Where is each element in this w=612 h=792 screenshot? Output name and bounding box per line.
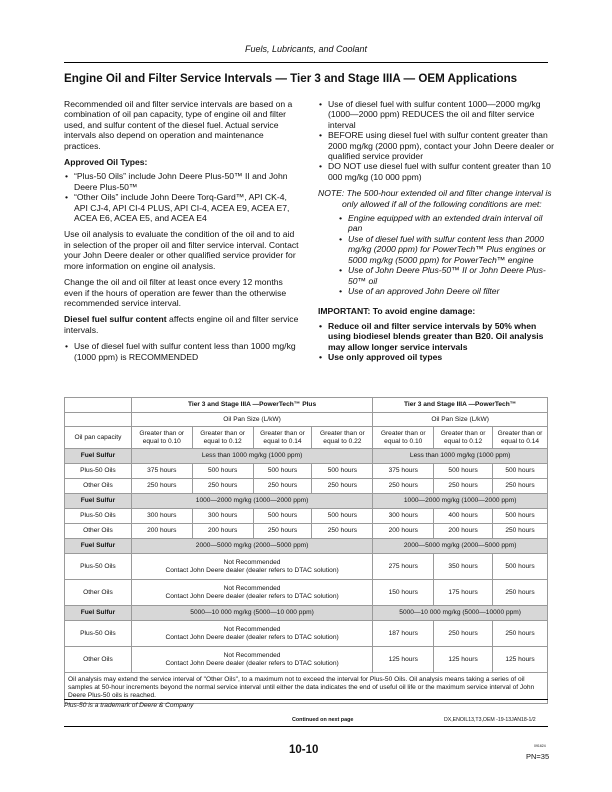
fuel-sulfur-row: [65, 494, 548, 509]
table-row: [65, 524, 548, 539]
table-cell: 1000—2000 mg/kg (1000—2000 ppm): [373, 494, 548, 509]
table-cell: Less than 1000 mg/kg (1000 ppm): [131, 449, 372, 464]
dealer-contact-text: Contact John Deere dealer (dealer refers to DTAC solution): [165, 592, 339, 600]
table-cell: 500 hours: [493, 464, 548, 479]
row-label: Fuel Sulfur: [65, 494, 132, 509]
table-cell: 500 hours: [192, 464, 253, 479]
list-item: • BEFORE using diesel fuel with sulfur content greater than 2000 mg/kg (2000 ppm), contact your John Deere dealer or qualified service provider: [318, 130, 554, 161]
table-cell: 300 hours: [131, 509, 192, 524]
table-cell: Greater than or equal to 0.12: [434, 427, 493, 449]
table-cell: 500 hours: [312, 509, 373, 524]
row-label: Fuel Sulfur: [65, 449, 132, 464]
sulfur-paragraph: [64, 314, 302, 335]
not-recommended-cell: [131, 554, 372, 580]
list-item: • Use of John Deere Plus-50™ II or John Deere Plus-50™ oil: [338, 265, 554, 286]
list-item: • Use of diesel fuel with sulfur content 1000—2000 mg/kg (1000—2000 ppm) REDUCES the oil and filter service interval: [318, 99, 554, 130]
table-cell: 2000—5000 mg/kg (2000—5000 ppm): [373, 539, 548, 554]
oil-change-paragraph: Change the oil and oil filter at least once every 12 months even if the hours of operation are fewer than the otherwise recommended service interval.: [64, 277, 287, 308]
approved-oil-list: [64, 171, 302, 223]
table-cell: 187 hours: [373, 621, 434, 647]
pn-label: PN=35: [526, 752, 550, 761]
table-cell: 250 hours: [493, 621, 548, 647]
table-cell: 125 hours: [434, 647, 493, 673]
table-cell: 5000—10 000 mg/kg (5000—10000 ppm): [373, 606, 548, 621]
left-column: [64, 99, 302, 368]
list-item: • Use of an approved John Deere oil filter: [338, 286, 554, 296]
table-cell: 250 hours: [493, 479, 548, 494]
row-label: Other Oils: [65, 479, 132, 494]
page-number: 10-10: [289, 744, 319, 756]
table-cell: 375 hours: [131, 464, 192, 479]
table-cell: 250 hours: [434, 621, 493, 647]
dealer-contact-text: Contact John Deere dealer (dealer refers to DTAC solution): [165, 633, 339, 641]
trademark-note: Plus-50 is a trademark of Deere & Company: [64, 702, 194, 709]
oil-analysis-paragraph: Use oil analysis to evaluate the condition of the oil and to aid in selection of the proper oil and filter service interval. Contact your John Deere dealer or other qualified service provider for more information on engine oil analysis.: [64, 229, 299, 271]
list-item: • Reduce oil and filter service intervals by 50% when using biodiesel blends greater than B20. Oil analysis may allow longer service intervals: [318, 321, 554, 352]
table-cell: Greater than or equal to 0.10: [373, 427, 434, 449]
pan-size-header: Oil Pan Size (L/kW): [373, 413, 548, 427]
table-cell: 500 hours: [253, 509, 312, 524]
list-item: • Use only approved oil types: [318, 352, 554, 362]
empty-cell: [65, 398, 132, 413]
sulfur-rest: affects engine oil and filter service intervals.: [64, 314, 299, 335]
table-cell: 400 hours: [434, 509, 493, 524]
intro-paragraph: Recommended oil and filter service intervals are based on a combination of oil pan capacity, type of engine oil and filter used, and sulfur content of the diesel fuel. Actual service intervals also depend on operation and maintenance practices.: [64, 99, 293, 151]
fuel-sulfur-row: [65, 606, 548, 621]
not-recommended-cell: [131, 621, 372, 647]
table-row: [65, 621, 548, 647]
row-label: Fuel Sulfur: [65, 606, 132, 621]
table-cell: Greater than or equal to 0.22: [312, 427, 373, 449]
table-row: [65, 479, 548, 494]
table-cell: 1000—2000 mg/kg (1000—2000 ppm): [131, 494, 372, 509]
not-recommended-cell: [131, 580, 372, 606]
table-cell: 250 hours: [253, 479, 312, 494]
table-cell: Greater than or equal to 0.12: [192, 427, 253, 449]
table-cell: 500 hours: [493, 554, 548, 580]
table-cell: 500 hours: [434, 464, 493, 479]
table-cell: 275 hours: [373, 554, 434, 580]
continued-note: Continued on next page: [292, 717, 354, 723]
table-cell: 2000—5000 mg/kg (2000—5000 ppm): [131, 539, 372, 554]
approved-oil-heading: Approved Oil Types:: [64, 157, 148, 168]
table-cell: 125 hours: [493, 647, 548, 673]
table-cell: Greater than or equal to 0.14: [493, 427, 548, 449]
table-row: [65, 427, 548, 449]
table-cell: 125 hours: [373, 647, 434, 673]
list-item: • “Other Oils” include John Deere Torq-Gard™, API CK-4, API CJ-4, API CI-4 PLUS, API CI-4, ACEA E9, ACEA E7, ACEA E6, ACEA E5, and ACEA E4: [64, 192, 302, 223]
footer-rule: [64, 699, 548, 700]
table-cell: Greater than or equal to 0.14: [253, 427, 312, 449]
table-cell: 350 hours: [434, 554, 493, 580]
row-label: Oil pan capacity: [65, 427, 132, 449]
row-label: Plus-50 Oils: [65, 554, 132, 580]
table-cell: 300 hours: [192, 509, 253, 524]
table-cell: 500 hours: [253, 464, 312, 479]
empty-cell: [65, 413, 132, 427]
group-header-powertech-plus: Tier 3 and Stage IIIA —PowerTech™ Plus: [131, 398, 372, 413]
table-cell: 200 hours: [192, 524, 253, 539]
table-cell: 200 hours: [131, 524, 192, 539]
table-footnote: Oil analysis may extend the service interval of "Other Oils", to a maximum not to exceed the interval for Plus-50 Oils. Oil analysis means taking a series of oil samples at 50-hour increments beyond the normal service interval until either the data indicates the end of useful oil life or the maximum service interval of John Deere Plus-50 oils is reached.: [65, 673, 548, 704]
page-title: Engine Oil and Filter Service Intervals — Tier 3 and Stage IIIA — OEM Applications: [64, 72, 518, 85]
row-label: Other Oils: [65, 580, 132, 606]
table-row: [65, 554, 548, 580]
not-recommended-text: Not Recommended: [223, 651, 281, 659]
sulfur-bold: Diesel fuel sulfur content: [64, 314, 167, 325]
group-header-powertech: Tier 3 and Stage IIIA —PowerTech™: [373, 398, 548, 413]
table-row: [65, 580, 548, 606]
row-label: Plus-50 Oils: [65, 621, 132, 647]
print-code: 091624: [534, 744, 546, 748]
list-item: • Engine equipped with an extended drain interval oil pan: [338, 213, 554, 234]
fuel-sulfur-row: [65, 449, 548, 464]
service-interval-table: [64, 397, 548, 704]
table-cell: 375 hours: [373, 464, 434, 479]
table-cell: 250 hours: [493, 524, 548, 539]
right-column: [318, 99, 554, 368]
note-list: [338, 213, 554, 296]
table-cell: 150 hours: [373, 580, 434, 606]
table-cell: 250 hours: [493, 580, 548, 606]
document-code: DX,ENOIL13,T3,OEM -19-13JAN18-1/2: [444, 717, 536, 723]
important-list: [318, 321, 554, 363]
row-label: Other Oils: [65, 647, 132, 673]
table-cell: 250 hours: [434, 479, 493, 494]
important-heading: IMPORTANT: To avoid engine damage:: [318, 306, 476, 317]
table-cell: 250 hours: [312, 524, 373, 539]
table-cell: Greater than or equal to 0.10: [131, 427, 192, 449]
row-label: Fuel Sulfur: [65, 539, 132, 554]
table-cell: 500 hours: [493, 509, 548, 524]
note-intro: NOTE: The 500-hour extended oil and filter change interval is only allowed if all of the following conditions are met:: [318, 188, 552, 209]
table-cell: 175 hours: [434, 580, 493, 606]
list-item: • Use of diesel fuel with sulfur content less than 1000 mg/kg (1000 ppm) is RECOMMENDED: [64, 341, 302, 362]
table-cell: 500 hours: [312, 464, 373, 479]
table-cell: 5000—10 000 mg/kg (5000—10 000 ppm): [131, 606, 372, 621]
list-item: • DO NOT use diesel fuel with sulfur content greater than 10 000 mg/kg (10 000 ppm): [318, 161, 554, 182]
table-row: [65, 509, 548, 524]
list-item: • Use of diesel fuel with sulfur content less than 2000 mg/kg (2000 ppm) for PowerTech™ Plus engines or 5000 mg/kg (5000 ppm) for PowerTech™ engine: [338, 234, 554, 265]
row-label: Plus-50 Oils: [65, 464, 132, 479]
table-cell: Less than 1000 mg/kg (1000 ppm): [373, 449, 548, 464]
table-cell: 250 hours: [373, 479, 434, 494]
table-cell: 300 hours: [373, 509, 434, 524]
row-label: Plus-50 Oils: [65, 509, 132, 524]
table-cell: 250 hours: [131, 479, 192, 494]
dealer-contact-text: Contact John Deere dealer (dealer refers to DTAC solution): [165, 659, 339, 667]
running-header: Fuels, Lubricants, and Coolant: [244, 44, 368, 54]
table-cell: 250 hours: [192, 479, 253, 494]
sulfur-list-left: [64, 341, 302, 362]
header-rule: [64, 62, 548, 63]
not-recommended-text: Not Recommended: [223, 584, 281, 592]
dealer-contact-text: Contact John Deere dealer (dealer refers to DTAC solution): [165, 566, 339, 574]
fuel-sulfur-row: [65, 539, 548, 554]
table-cell: 250 hours: [253, 524, 312, 539]
table-cell: 200 hours: [434, 524, 493, 539]
table-cell: 250 hours: [312, 479, 373, 494]
table-cell: 200 hours: [373, 524, 434, 539]
bottom-rule: [64, 726, 548, 727]
pan-size-header: Oil Pan Size (L/kW): [131, 413, 372, 427]
not-recommended-text: Not Recommended: [223, 625, 281, 633]
sulfur-list-right: [318, 99, 554, 182]
not-recommended-text: Not Recommended: [223, 558, 281, 566]
list-item: • “Plus-50 Oils” include John Deere Plus-50™ II and John Deere Plus-50™: [64, 171, 302, 192]
not-recommended-cell: [131, 647, 372, 673]
table-row: [65, 647, 548, 673]
table-row: [65, 464, 548, 479]
row-label: Other Oils: [65, 524, 132, 539]
